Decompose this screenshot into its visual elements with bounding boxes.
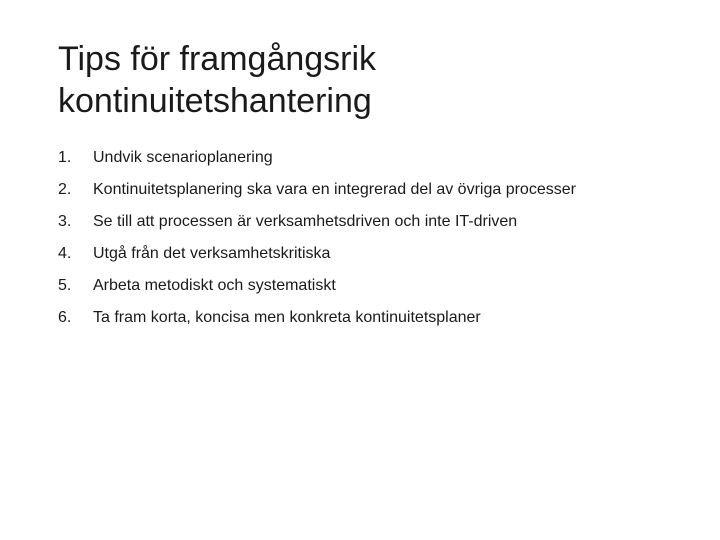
list-item-number: 1. — [58, 149, 72, 166]
slide-title-line-1: Tips för framgångsrik — [58, 40, 377, 78]
list-item-text: Utgå från det verksamhetskritiska — [93, 245, 331, 262]
list-item — [58, 178, 708, 210]
list-item-text: Undvik scenarioplanering — [93, 149, 273, 166]
list-item — [58, 274, 708, 306]
list-item-number: 3. — [58, 213, 72, 230]
slide-title — [58, 38, 678, 122]
list-item-number: 5. — [58, 277, 72, 294]
list-item-text: Se till att processen är verksamhetsdriven och inte IT-driven — [93, 213, 518, 230]
tips-list — [58, 146, 708, 338]
list-item — [58, 242, 708, 274]
list-item-text: Ta fram korta, koncisa men konkreta kontinuitetsplaner — [93, 309, 481, 326]
list-item-number: 4. — [58, 245, 72, 262]
list-item-number: 2. — [58, 181, 72, 198]
list-item — [58, 146, 708, 178]
list-item-number: 6. — [58, 309, 72, 326]
list-item — [58, 306, 708, 338]
list-item-text: Kontinuitetsplanering ska vara en integrerad del av övriga processer — [93, 181, 576, 198]
slide-title-line-2: kontinuitetshantering — [58, 82, 372, 120]
list-item — [58, 210, 708, 242]
list-item-text: Arbeta metodiskt och systematiskt — [93, 277, 336, 294]
